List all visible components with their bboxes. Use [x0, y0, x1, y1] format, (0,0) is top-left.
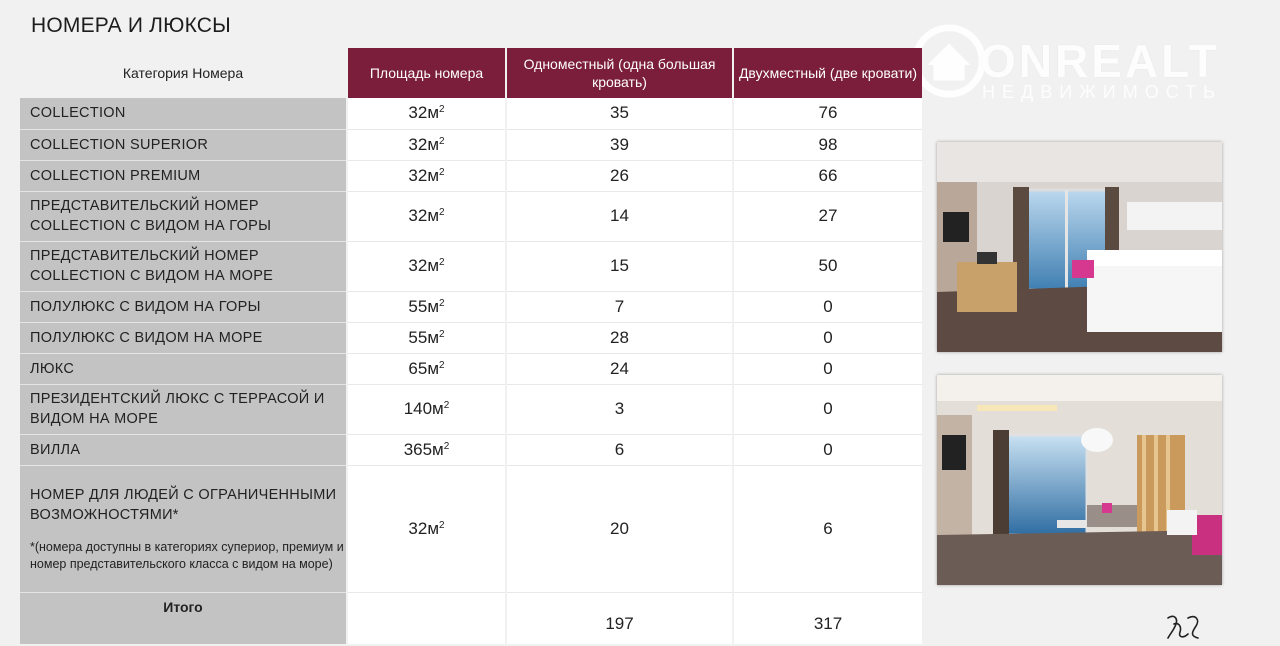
row-category — [20, 129, 347, 160]
row-single-count: 14 — [506, 191, 733, 241]
table-row — [20, 384, 922, 434]
area-unit-superscript: 2 — [439, 135, 445, 147]
area-unit-superscript: 2 — [443, 440, 450, 452]
area-unit-superscript: 2 — [439, 257, 445, 268]
row-area — [347, 241, 506, 291]
row-area — [347, 129, 506, 160]
area-unit-superscript: 2 — [439, 104, 445, 116]
row-single-count: 39 — [506, 129, 733, 160]
row-double-count: 98 — [733, 129, 922, 160]
row-area-value: 65м — [408, 358, 440, 378]
area-unit-superscript: 2 — [439, 519, 445, 531]
table-row — [20, 322, 922, 353]
row-area — [347, 191, 506, 241]
header-category: Категория Номера — [122, 65, 244, 81]
row-single-count: 7 — [506, 291, 733, 322]
total-label: Итого — [20, 592, 347, 644]
row-category — [20, 465, 347, 592]
table-row — [20, 353, 922, 384]
table-row — [20, 465, 922, 592]
total-single: 197 — [506, 592, 733, 644]
area-unit-superscript: 2 — [439, 359, 445, 371]
row-area — [347, 384, 506, 434]
area-unit-superscript: 2 — [439, 166, 445, 178]
row-single-count: 15 — [506, 241, 733, 291]
watermark-name: ONREALT — [980, 35, 1220, 87]
row-area — [347, 465, 506, 592]
row-area — [347, 434, 506, 465]
rooms-table — [20, 48, 922, 644]
row-category-note: *(номера доступны в категориях супериор, премиум и номер представительского класса с видом на море) — [30, 539, 344, 571]
header-single: Одноместный (одна большая кровать) — [506, 48, 733, 98]
row-area — [347, 160, 506, 191]
row-double-count: 6 — [733, 465, 922, 592]
row-category — [20, 160, 347, 191]
header-area: Площадь номера — [347, 48, 506, 98]
table-row — [20, 291, 922, 322]
monogram-signature-icon — [1164, 612, 1204, 642]
row-single-count: 35 — [506, 98, 733, 129]
area-unit-superscript: 2 — [439, 328, 445, 340]
header-double: Двухместный (две кровати) — [733, 48, 922, 98]
table-row — [20, 241, 922, 291]
row-category-label: ПРЕЗИДЕНТСКИЙ ЛЮКС С ТЕРРАСОЙ И ВИДОМ НА МОРЕ — [30, 391, 325, 427]
row-double-count: 0 — [733, 384, 922, 434]
row-category-label: ЛЮКС — [30, 360, 75, 377]
row-double-count: 66 — [733, 160, 922, 191]
row-single-count: 26 — [506, 160, 733, 191]
row-double-count: 27 — [733, 191, 922, 241]
row-category-label: ВИЛЛА — [30, 441, 81, 458]
row-category — [20, 291, 347, 322]
area-unit-superscript: 2 — [439, 297, 445, 309]
row-category-label: ПОЛУЛЮКС С ВИДОМ НА ГОРЫ — [30, 298, 261, 315]
total-area — [347, 592, 506, 644]
row-category-label: ПРЕДСТАВИТЕЛЬСКИЙ НОМЕР COLLECTION С ВИДОМ НА ГОРЫ — [30, 198, 272, 234]
row-area-value: 32м — [408, 103, 440, 123]
row-double-count: 0 — [733, 291, 922, 322]
row-area-value: 32м — [408, 256, 440, 275]
row-single-count: 24 — [506, 353, 733, 384]
row-category-label: COLLECTION PREMIUM — [30, 167, 201, 184]
row-double-count: 0 — [733, 434, 922, 465]
row-single-count: 6 — [506, 434, 733, 465]
table-row — [20, 191, 922, 241]
page-title: НОМЕРА И ЛЮКСЫ — [31, 14, 231, 37]
total-row — [20, 592, 922, 644]
room-photo-suite — [937, 375, 1222, 585]
row-single-count: 28 — [506, 322, 733, 353]
area-unit-superscript: 2 — [443, 400, 450, 411]
row-category-label: COLLECTION — [30, 105, 126, 122]
row-single-count: 20 — [506, 465, 733, 592]
table-row — [20, 129, 922, 160]
row-area — [347, 322, 506, 353]
row-double-count: 0 — [733, 353, 922, 384]
room-photo-bedroom — [937, 142, 1222, 352]
row-category-label: COLLECTION SUPERIOR — [30, 136, 209, 153]
row-category — [20, 434, 347, 465]
watermark — [910, 20, 1250, 112]
row-category — [20, 384, 347, 434]
row-category — [20, 241, 347, 291]
row-area — [347, 98, 506, 129]
row-category — [20, 191, 347, 241]
row-area-value: 32м — [408, 165, 440, 185]
row-area-value: 55м — [408, 327, 440, 347]
row-area-value: 365м — [403, 439, 444, 459]
watermark-subtitle: НЕДВИЖИМОСТЬ — [982, 82, 1222, 102]
row-area-value: 32м — [408, 518, 440, 538]
row-area — [347, 291, 506, 322]
row-category-label: ПОЛУЛЮКС С ВИДОМ НА МОРЕ — [30, 329, 263, 346]
row-double-count: 76 — [733, 98, 922, 129]
row-area — [347, 353, 506, 384]
row-double-count: 0 — [733, 322, 922, 353]
row-single-count: 3 — [506, 384, 733, 434]
row-category — [20, 322, 347, 353]
row-double-count: 50 — [733, 241, 922, 291]
table-row — [20, 434, 922, 465]
total-double: 317 — [733, 592, 922, 644]
row-area-value: 32м — [408, 206, 440, 225]
table-row — [20, 160, 922, 191]
row-category — [20, 98, 347, 129]
row-area-value: 55м — [408, 296, 440, 316]
row-category-label: НОМЕР ДЛЯ ЛЮДЕЙ С ОГРАНИЧЕННЫМИ ВОЗМОЖНОСТЯМИ* — [30, 486, 337, 523]
table-row — [20, 98, 922, 129]
row-area-value: 140м — [403, 399, 444, 418]
row-category-label: ПРЕДСТАВИТЕЛЬСКИЙ НОМЕР COLLECTION С ВИДОМ НА МОРЕ — [30, 248, 274, 284]
area-unit-superscript: 2 — [439, 207, 445, 218]
row-category — [20, 353, 347, 384]
row-area-value: 32м — [408, 134, 440, 154]
table-header-row — [20, 48, 922, 98]
